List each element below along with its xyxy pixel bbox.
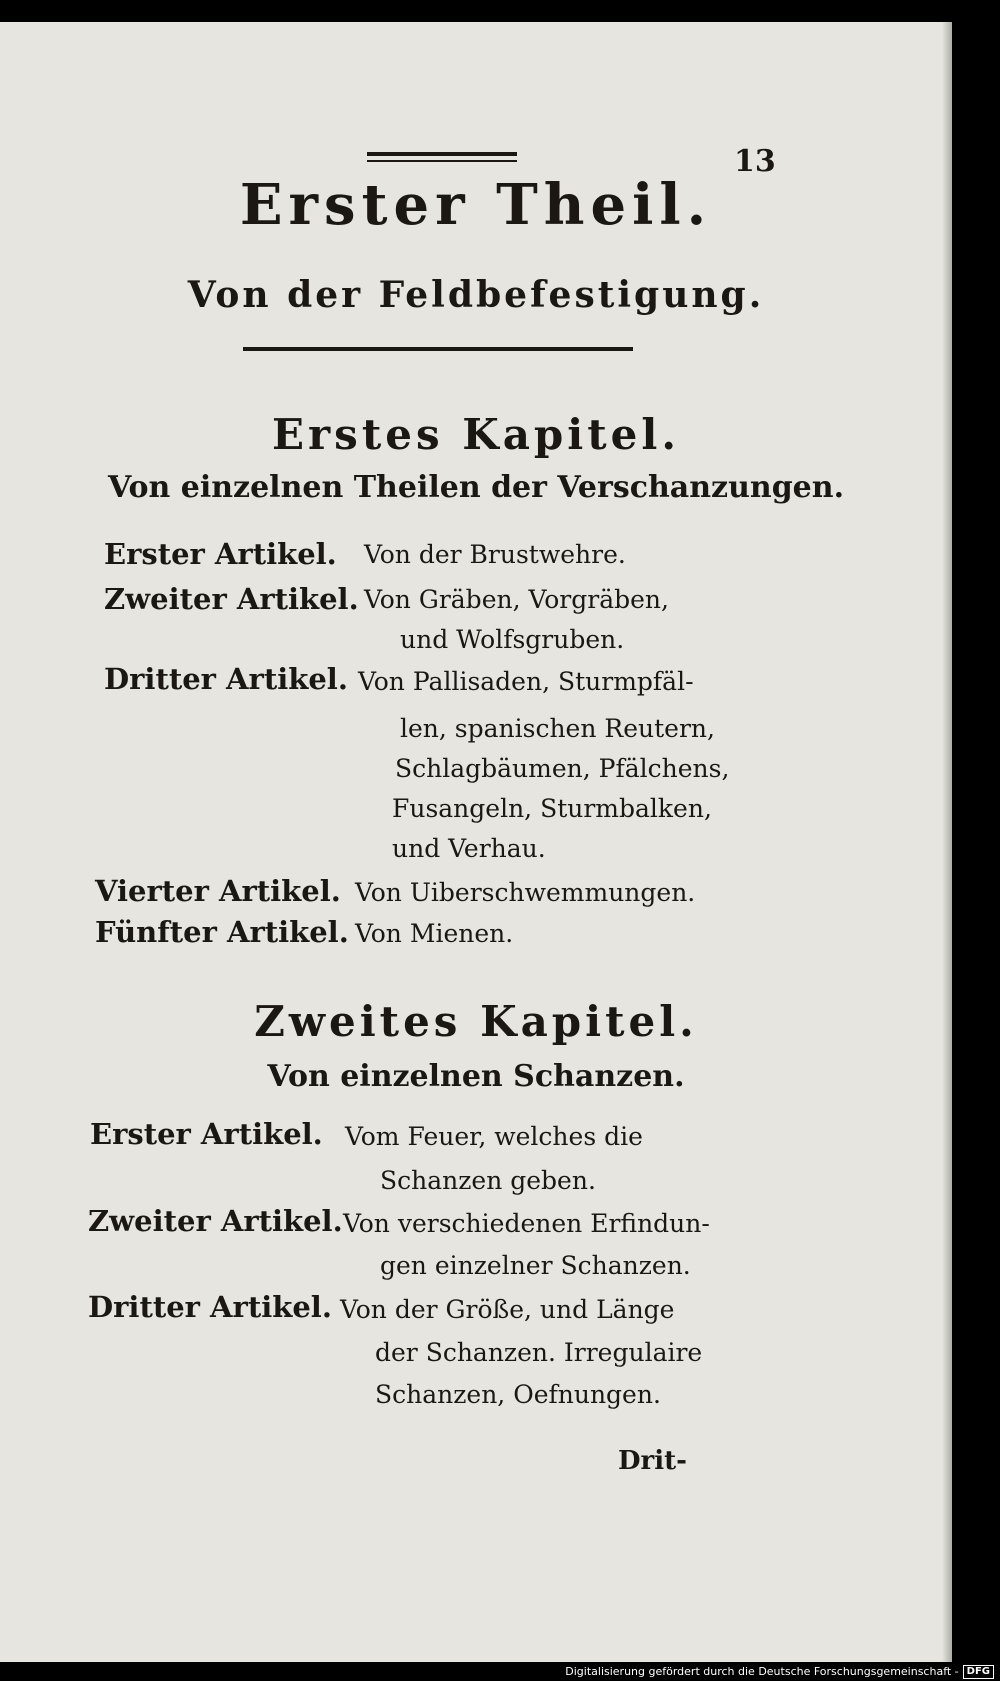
dfg-logo: DFG	[963, 1665, 994, 1679]
article-text: und Wolfsgruben.	[400, 625, 625, 654]
chapter-title: Erstes Kapitel.	[272, 410, 680, 459]
article-label: Vierter Artikel.	[95, 874, 341, 908]
page-edge-shadow	[942, 22, 952, 1662]
book-page	[0, 22, 952, 1662]
article-text: Von Pallisaden, Sturmpfäl-	[358, 667, 694, 696]
article-label: Dritter Artikel.	[104, 662, 348, 696]
article-label: Dritter Artikel.	[88, 1290, 332, 1324]
article-label: Erster Artikel.	[90, 1117, 323, 1151]
article-label: Zweiter Artikel.	[104, 582, 359, 616]
article-text: len, spanischen Reutern,	[400, 714, 715, 743]
article-text: Von Mienen.	[355, 919, 514, 948]
article-label: Zweiter Artikel.	[88, 1204, 343, 1238]
article-text: Schanzen, Oefnungen.	[375, 1380, 661, 1409]
part-divider-rule	[243, 347, 633, 351]
chapter-subtitle: Von einzelnen Theilen der Verschanzungen.	[107, 470, 845, 505]
top-rule-thin	[367, 160, 517, 162]
article-text: Von Uiberschwemmungen.	[355, 878, 696, 907]
article-text: gen einzelner Schanzen.	[380, 1251, 691, 1280]
article-text: Schlagbäumen, Pfälchens,	[395, 754, 730, 783]
article-text: Von verschiedenen Erfindun-	[343, 1209, 710, 1238]
footer-credit-text: Digitalisierung gefördert durch die Deutsche Forschungsgemeinschaft -	[565, 1665, 959, 1678]
article-label: Erster Artikel.	[104, 537, 337, 571]
chapter-subtitle: Von einzelnen Schanzen.	[267, 1059, 685, 1094]
article-text: und Verhau.	[392, 834, 546, 863]
page-number: 13	[734, 144, 776, 179]
article-text: Schanzen geben.	[380, 1166, 596, 1195]
article-text: der Schanzen. Irregulaire	[375, 1338, 703, 1367]
article-text: Von der Brustwehre.	[364, 540, 626, 569]
catchword: Drit-	[618, 1446, 687, 1476]
article-text: Fusangeln, Sturmbalken,	[392, 794, 712, 823]
article-label: Fünfter Artikel.	[95, 915, 349, 949]
chapter-title: Zweites Kapitel.	[254, 997, 698, 1046]
part-title: Erster Theil.	[239, 172, 713, 238]
part-subtitle: Von der Feldbefestigung.	[187, 274, 765, 316]
article-text: Von Gräben, Vorgräben,	[364, 585, 669, 614]
digitization-footer	[0, 1662, 1000, 1681]
article-text: Von der Größe, und Länge	[340, 1295, 675, 1324]
article-text: Vom Feuer, welches die	[345, 1122, 643, 1151]
top-rule-thick	[367, 152, 517, 156]
